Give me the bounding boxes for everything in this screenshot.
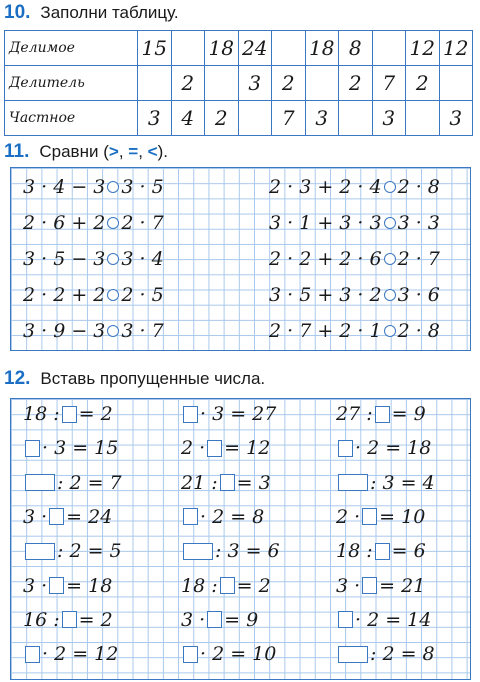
expression-right: 3 · 3 <box>397 212 440 234</box>
answer-box[interactable] <box>183 646 198 663</box>
answer-box[interactable] <box>375 406 390 423</box>
table-cell[interactable]: 7 <box>272 101 306 136</box>
missing-number-equation <box>336 472 435 494</box>
answer-box[interactable] <box>338 440 353 457</box>
answer-box[interactable] <box>183 406 198 423</box>
expression-right: 3 · 6 <box>397 284 440 306</box>
expression-right: 3 · 5 <box>121 176 164 198</box>
expression-right: 2 · 7 <box>397 248 440 270</box>
expression-left: 2 · 6 + 2 <box>23 212 106 234</box>
equation-prefix: 18 : <box>23 403 60 425</box>
task-12-header <box>4 368 265 390</box>
answer-box[interactable] <box>25 646 40 663</box>
expression-left: 2 · 7 + 2 · 1 <box>269 320 382 342</box>
table-row <box>5 31 473 66</box>
expression-right: 2 · 7 <box>121 212 164 234</box>
expression-left: 3 · 1 + 3 · 3 <box>269 212 382 234</box>
compare-circle[interactable] <box>107 217 119 229</box>
compare-expression <box>23 284 164 306</box>
equation-prefix: 3 · <box>23 505 48 528</box>
compare-circle[interactable] <box>384 289 396 301</box>
equation-suffix: = 2 <box>236 574 271 597</box>
table-cell[interactable] <box>339 101 373 136</box>
instruction-text: Сравни ( <box>39 142 109 161</box>
equation-suffix: = 2 <box>78 403 113 425</box>
fill-table <box>4 30 473 136</box>
missing-number-equation <box>181 643 276 665</box>
compare-circle[interactable] <box>107 181 119 193</box>
equation-suffix: = 12 <box>224 437 271 460</box>
table-cell[interactable] <box>439 66 473 101</box>
equation-prefix: 27 : <box>336 403 373 425</box>
missing-number-equation <box>23 609 113 631</box>
missing-number-equation <box>23 575 112 597</box>
table-cell[interactable] <box>205 66 239 101</box>
missing-number-equation <box>181 472 271 494</box>
task-number: 11. <box>4 141 30 162</box>
table-row <box>5 66 473 101</box>
missing-numbers-grid <box>10 398 471 680</box>
equation-suffix: · 2 = 12 <box>42 643 119 666</box>
missing-number-equation <box>23 403 113 425</box>
equation-prefix: 21 : <box>181 471 218 494</box>
missing-number-equation <box>336 403 426 425</box>
table-cell[interactable] <box>272 31 306 66</box>
equation-suffix: = 6 <box>391 540 426 563</box>
equation-suffix: : 2 = 8 <box>370 643 435 666</box>
equation-prefix: 16 : <box>23 608 60 631</box>
answer-box[interactable] <box>220 474 235 491</box>
missing-number-equation <box>181 540 280 562</box>
compare-expression <box>269 212 440 234</box>
equation-prefix: 18 : <box>336 540 373 563</box>
compare-circle[interactable] <box>384 181 396 193</box>
expression-left: 2 · 2 + 2 · 6 <box>269 248 382 270</box>
table-cell[interactable]: 8 <box>339 31 373 66</box>
table-cell[interactable] <box>238 101 272 136</box>
row-label: Частное <box>5 101 138 136</box>
compare-expression <box>269 284 440 306</box>
equation-suffix: · 2 = 14 <box>355 608 432 631</box>
equation-suffix: = 9 <box>391 403 426 425</box>
equation-suffix: = 10 <box>379 505 426 528</box>
missing-number-equation <box>336 437 431 459</box>
answer-box[interactable] <box>183 508 198 525</box>
task-text: Заполни таблицу. <box>40 3 179 22</box>
separator: , <box>138 142 148 161</box>
row-label: Делимое <box>5 31 138 66</box>
table-cell[interactable]: 12 <box>439 31 473 66</box>
task-text <box>39 142 168 162</box>
answer-box[interactable] <box>49 577 64 594</box>
expression-left: 3 · 5 − 3 <box>23 248 106 270</box>
missing-number-equation <box>23 643 118 665</box>
answer-box[interactable] <box>62 406 77 423</box>
table-cell[interactable]: 2 <box>205 101 239 136</box>
missing-number-equation <box>23 506 112 528</box>
missing-number-equation <box>23 437 118 459</box>
equation-suffix: = 21 <box>379 574 426 597</box>
compare-expression <box>23 212 164 234</box>
missing-number-equation <box>336 575 425 597</box>
answer-box[interactable] <box>362 577 377 594</box>
missing-number-equation <box>181 575 271 597</box>
equation-suffix: · 2 = 10 <box>200 643 277 666</box>
table-row <box>5 101 473 136</box>
answer-box[interactable] <box>207 611 222 628</box>
answer-box[interactable] <box>338 611 353 628</box>
answer-box[interactable] <box>49 508 64 525</box>
equation-prefix: 3 · <box>336 574 361 597</box>
answer-box[interactable] <box>207 440 222 457</box>
table-cell[interactable]: 4 <box>171 101 205 136</box>
equation-suffix: = 9 <box>224 608 259 631</box>
equation-suffix: : 3 = 6 <box>215 540 280 563</box>
equation-suffix: : 2 = 5 <box>57 540 122 563</box>
instruction-text: ). <box>157 142 168 161</box>
expression-right: 2 · 8 <box>397 320 440 342</box>
expression-left: 2 · 3 + 2 · 4 <box>269 176 382 198</box>
table-cell[interactable]: 3 <box>439 101 473 136</box>
compare-expression <box>269 176 440 198</box>
equation-suffix: : 3 = 4 <box>370 471 435 494</box>
table-cell[interactable]: 2 <box>406 66 440 101</box>
table-cell[interactable]: 18 <box>305 31 339 66</box>
table-cell[interactable] <box>171 31 205 66</box>
missing-number-equation <box>23 540 122 562</box>
symbol-less: < <box>147 142 158 161</box>
compare-circle[interactable] <box>107 289 119 301</box>
missing-number-equation <box>336 506 425 528</box>
equation-prefix: 2 · <box>336 505 361 528</box>
missing-number-equation <box>181 609 258 631</box>
table-cell[interactable]: 3 <box>372 101 406 136</box>
answer-box[interactable] <box>220 577 235 594</box>
compare-expression <box>269 320 440 342</box>
equation-suffix: · 3 = 15 <box>42 437 119 460</box>
table-cell[interactable]: 24 <box>238 31 272 66</box>
compare-circle[interactable] <box>384 217 396 229</box>
table-cell[interactable]: 2 <box>272 66 306 101</box>
expression-left: 3 · 4 − 3 <box>23 176 106 198</box>
table-cell[interactable] <box>138 66 172 101</box>
missing-number-equation <box>336 643 435 665</box>
table-cell[interactable]: 3 <box>305 101 339 136</box>
equation-prefix: 18 : <box>181 574 218 597</box>
missing-number-equation <box>181 403 276 425</box>
missing-number-equation <box>23 472 122 494</box>
table-cell[interactable]: 3 <box>138 101 172 136</box>
answer-box[interactable] <box>338 646 368 663</box>
separator: , <box>118 142 129 161</box>
task-text: Вставь пропущенные числа. <box>40 369 266 388</box>
equation-suffix: = 24 <box>66 505 113 528</box>
expression-right: 3 · 7 <box>121 320 164 342</box>
table-cell[interactable]: 12 <box>406 31 440 66</box>
answer-box[interactable] <box>338 474 368 491</box>
compare-grid <box>10 167 471 351</box>
table-cell[interactable]: 7 <box>372 66 406 101</box>
answer-box[interactable] <box>362 508 377 525</box>
equation-suffix: · 2 = 8 <box>200 505 265 528</box>
table-cell[interactable]: 2 <box>171 66 205 101</box>
task-11-header <box>4 141 168 163</box>
expression-right: 3 · 4 <box>121 248 164 270</box>
expression-right: 2 · 8 <box>397 176 440 198</box>
equation-suffix: · 2 = 18 <box>355 437 432 460</box>
table-cell[interactable]: 2 <box>339 66 373 101</box>
task-number: 10. <box>4 2 31 23</box>
table-cell[interactable] <box>406 101 440 136</box>
compare-expression <box>23 176 164 198</box>
expression-right: 2 · 5 <box>121 284 164 306</box>
compare-expression <box>269 248 440 270</box>
table-cell[interactable]: 18 <box>205 31 239 66</box>
answer-box[interactable] <box>25 440 40 457</box>
answer-box[interactable] <box>183 543 213 560</box>
compare-expression <box>23 248 164 270</box>
equation-prefix: 3 · <box>23 574 48 597</box>
answer-box[interactable] <box>25 474 55 491</box>
equation-suffix: · 3 = 27 <box>200 403 277 425</box>
equation-suffix: : 2 = 7 <box>57 471 122 494</box>
equation-prefix: 2 · <box>181 437 206 460</box>
answer-box[interactable] <box>62 611 77 628</box>
answer-box[interactable] <box>375 543 390 560</box>
equation-suffix: = 3 <box>236 471 271 494</box>
task-10-header <box>4 2 179 24</box>
compare-expression <box>23 320 164 342</box>
missing-number-equation <box>181 437 270 459</box>
symbol-equal: = <box>128 142 139 161</box>
table-cell[interactable]: 3 <box>238 66 272 101</box>
missing-number-equation <box>336 540 426 562</box>
expression-left: 3 · 5 + 3 · 2 <box>269 284 382 306</box>
equation-suffix: = 2 <box>78 608 113 631</box>
missing-number-equation <box>181 506 264 528</box>
table-cell[interactable] <box>305 66 339 101</box>
symbol-greater: > <box>108 142 119 161</box>
task-number: 12. <box>4 368 31 389</box>
table-cell[interactable]: 15 <box>138 31 172 66</box>
compare-circle[interactable] <box>384 253 396 265</box>
row-label: Делитель <box>5 66 138 101</box>
table-cell[interactable] <box>372 31 406 66</box>
compare-circle[interactable] <box>107 253 119 265</box>
missing-number-equation <box>336 609 431 631</box>
answer-box[interactable] <box>25 543 55 560</box>
equation-prefix: 3 · <box>181 608 206 631</box>
expression-left: 2 · 2 + 2 <box>23 284 106 306</box>
expression-left: 3 · 9 − 3 <box>23 320 106 342</box>
equation-suffix: = 18 <box>66 574 113 597</box>
compare-circle[interactable] <box>107 325 119 337</box>
compare-circle[interactable] <box>384 325 396 337</box>
